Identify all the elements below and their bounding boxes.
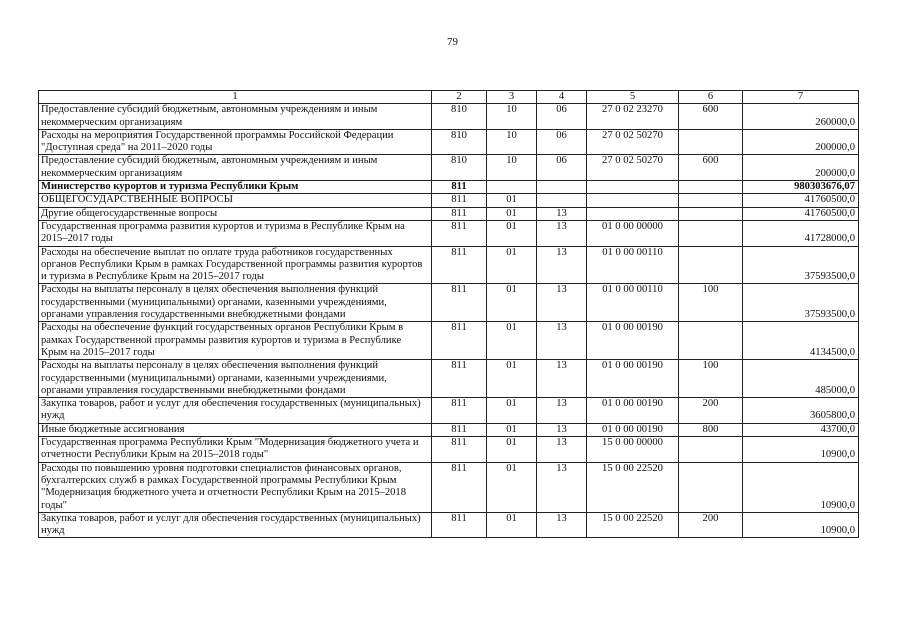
table-header-row [39,91,859,104]
amount-cell: 10900,0 [743,512,859,538]
item-name-cell: Государственная программа Республики Крым "Модернизация бюджетного учета и отчетности Республики Крым на 2015–2018 годы" [39,437,432,463]
amount-cell: 10900,0 [743,437,859,463]
amount-cell: 37593500,0 [743,284,859,322]
expense-type-code-cell [679,181,743,194]
admin-code-cell: 811 [432,246,487,284]
table-row [39,512,859,538]
admin-code-cell: 811 [432,423,487,436]
table-row [39,246,859,284]
item-name-cell: Расходы на обеспечение функций государственных органов Республики Крым в рамках Государственной программы развития курортов и туризма в Республике Крым на 2015–2017 годы [39,322,432,360]
amount-cell: 3605800,0 [743,398,859,424]
amount-cell: 4134500,0 [743,322,859,360]
item-name-cell: Министерство курортов и туризма Республики Крым [39,181,432,194]
amount-cell: 43700,0 [743,423,859,436]
section-code-cell: 01 [487,462,537,512]
item-name-cell: ОБЩЕГОСУДАРСТВЕННЫЕ ВОПРОСЫ [39,194,432,207]
section-code-cell: 01 [487,322,537,360]
amount-cell: 485000,0 [743,360,859,398]
expense-type-code-cell: 200 [679,512,743,538]
admin-code-cell: 811 [432,360,487,398]
item-name-cell: Расходы на обеспечение выплат по оплате труда работников государственных органов Республики Крым в рамках Государственной программы развития курортов и туризма в Республике Крым на 2015–2017 годы [39,246,432,284]
subsection-code-cell: 13 [537,462,587,512]
target-article-code-cell [587,181,679,194]
column-header: 4 [537,91,587,104]
expense-type-code-cell: 100 [679,284,743,322]
table-row [39,398,859,424]
expense-type-code-cell: 100 [679,360,743,398]
expense-type-code-cell [679,462,743,512]
column-header: 2 [432,91,487,104]
item-name-cell: Другие общегосударственные вопросы [39,207,432,220]
table-row [39,437,859,463]
table-row [39,194,859,207]
subsection-code-cell: 13 [537,284,587,322]
subsection-code-cell [537,181,587,194]
item-name-cell: Расходы на выплаты персоналу в целях обеспечения выполнения функций государственными (муниципальными) органами, казенными учреждениями, органами управления государственными внебюджетными фондами [39,284,432,322]
admin-code-cell: 810 [432,155,487,181]
section-code-cell: 01 [487,220,537,246]
section-code-cell: 01 [487,437,537,463]
subsection-code-cell: 13 [537,360,587,398]
table-row [39,462,859,512]
target-article-code-cell: 01 0 00 00110 [587,246,679,284]
item-name-cell: Предоставление субсидий бюджетным, автономным учреждениям и иным некоммерческим организациям [39,155,432,181]
target-article-code-cell: 15 0 00 22520 [587,462,679,512]
expense-type-code-cell: 200 [679,398,743,424]
target-article-code-cell: 27 0 02 23270 [587,104,679,130]
table-row [39,220,859,246]
admin-code-cell: 811 [432,398,487,424]
expense-type-code-cell [679,246,743,284]
section-code-cell: 10 [487,104,537,130]
admin-code-cell: 811 [432,220,487,246]
target-article-code-cell: 01 0 00 00190 [587,398,679,424]
column-header: 6 [679,91,743,104]
admin-code-cell: 811 [432,462,487,512]
admin-code-cell: 811 [432,181,487,194]
table-row [39,284,859,322]
admin-code-cell: 811 [432,207,487,220]
target-article-code-cell: 01 0 00 00190 [587,322,679,360]
item-name-cell: Расходы на выплаты персоналу в целях обеспечения выполнения функций государственными (муниципальными) органами, казенными учреждениями, органами управления государственными внебюджетными фондами [39,360,432,398]
subsection-code-cell: 13 [537,437,587,463]
subsection-code-cell: 13 [537,246,587,284]
section-code-cell: 01 [487,423,537,436]
admin-code-cell: 811 [432,512,487,538]
expense-type-code-cell [679,437,743,463]
subsection-code-cell [537,194,587,207]
section-code-cell: 01 [487,246,537,284]
target-article-code-cell: 15 0 00 22520 [587,512,679,538]
item-name-cell: Государственная программа развития курортов и туризма в Республике Крым на 2015–2017 годы [39,220,432,246]
expense-type-code-cell [679,129,743,155]
column-header: 7 [743,91,859,104]
expense-type-code-cell [679,220,743,246]
amount-cell: 41728000,0 [743,220,859,246]
admin-code-cell: 811 [432,284,487,322]
expense-type-code-cell: 600 [679,155,743,181]
subsection-code-cell: 06 [537,104,587,130]
page-number: 79 [447,36,458,48]
column-header: 3 [487,91,537,104]
table-row [39,129,859,155]
target-article-code-cell: 01 0 00 00000 [587,220,679,246]
target-article-code-cell: 01 0 00 00190 [587,360,679,398]
table-row [39,104,859,130]
target-article-code-cell: 15 0 00 00000 [587,437,679,463]
target-article-code-cell [587,194,679,207]
section-code-cell: 01 [487,398,537,424]
item-name-cell: Закупка товаров, работ и услуг для обеспечения государственных (муниципальных) нужд [39,398,432,424]
target-article-code-cell: 27 0 02 50270 [587,155,679,181]
subsection-code-cell: 06 [537,155,587,181]
subsection-code-cell: 13 [537,423,587,436]
admin-code-cell: 811 [432,194,487,207]
subsection-code-cell: 13 [537,220,587,246]
table-row [39,423,859,436]
amount-cell: 41760500,0 [743,194,859,207]
item-name-cell: Расходы на мероприятия Государственной программы Российской Федерации "Доступная среда" на 2011–2020 годы [39,129,432,155]
table-row [39,181,859,194]
table-row [39,207,859,220]
expense-type-code-cell [679,322,743,360]
budget-table [38,90,859,538]
subsection-code-cell: 13 [537,512,587,538]
section-code-cell: 10 [487,155,537,181]
target-article-code-cell: 01 0 00 00110 [587,284,679,322]
expense-type-code-cell: 800 [679,423,743,436]
section-code-cell: 10 [487,129,537,155]
subsection-code-cell: 13 [537,322,587,360]
item-name-cell: Закупка товаров, работ и услуг для обеспечения государственных (муниципальных) нужд [39,512,432,538]
amount-cell: 200000,0 [743,155,859,181]
target-article-code-cell: 27 0 02 50270 [587,129,679,155]
target-article-code-cell [587,207,679,220]
table-row [39,360,859,398]
amount-cell: 41760500,0 [743,207,859,220]
expense-type-code-cell: 600 [679,104,743,130]
column-header: 5 [587,91,679,104]
section-code-cell: 01 [487,194,537,207]
expense-type-code-cell [679,207,743,220]
section-code-cell: 01 [487,512,537,538]
amount-cell: 37593500,0 [743,246,859,284]
item-name-cell: Иные бюджетные ассигнования [39,423,432,436]
subsection-code-cell: 13 [537,207,587,220]
table-row [39,155,859,181]
column-header: 1 [39,91,432,104]
section-code-cell: 01 [487,284,537,322]
admin-code-cell: 811 [432,322,487,360]
section-code-cell: 01 [487,207,537,220]
admin-code-cell: 810 [432,104,487,130]
amount-cell: 200000,0 [743,129,859,155]
admin-code-cell: 810 [432,129,487,155]
item-name-cell: Расходы по повышению уровня подготовки специалистов финансовых органов, бухгалтерских служб в рамках Государственной программы Республики Крым "Модернизация бюджетного учета и отчетности Республики Крым на 2015–2018 годы" [39,462,432,512]
admin-code-cell: 811 [432,437,487,463]
section-code-cell [487,181,537,194]
target-article-code-cell: 01 0 00 00190 [587,423,679,436]
item-name-cell: Предоставление субсидий бюджетным, автономным учреждениям и иным некоммерческим организациям [39,104,432,130]
amount-cell: 260000,0 [743,104,859,130]
amount-cell: 980303676,07 [743,181,859,194]
amount-cell: 10900,0 [743,462,859,512]
expense-type-code-cell [679,194,743,207]
subsection-code-cell: 06 [537,129,587,155]
table-row [39,322,859,360]
subsection-code-cell: 13 [537,398,587,424]
section-code-cell: 01 [487,360,537,398]
